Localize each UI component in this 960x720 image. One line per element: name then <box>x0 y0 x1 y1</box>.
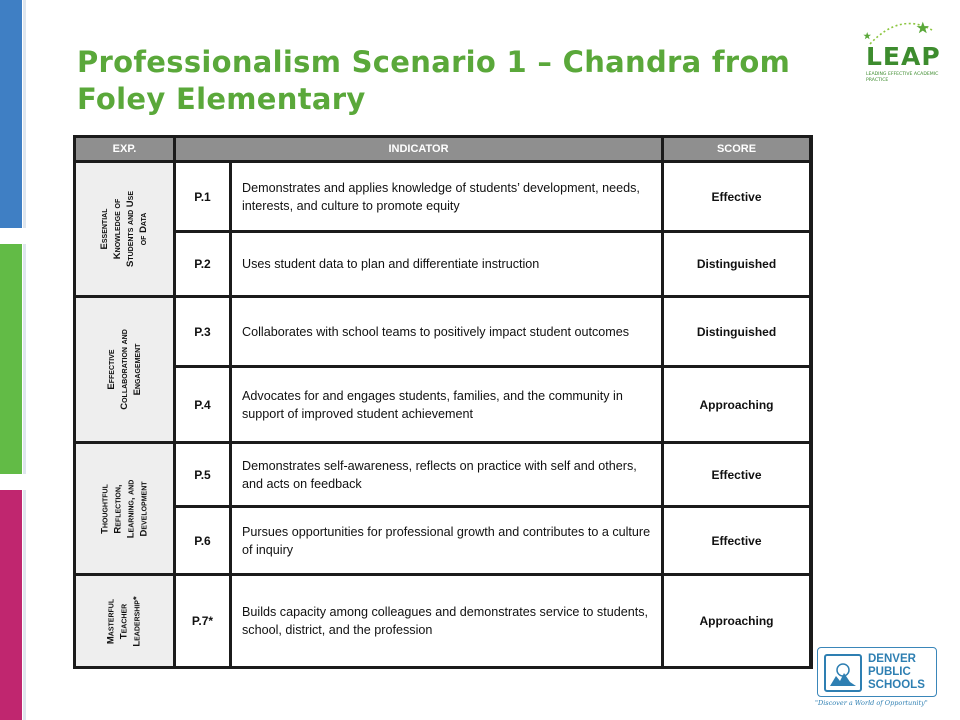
dps-logo-frame <box>817 647 937 697</box>
indicator-text: Demonstrates self-awareness, reflects on practice with self and others, and acts on feedback <box>232 444 661 505</box>
expectation-label <box>105 596 144 646</box>
expectation-label-line: Teacher <box>119 603 130 639</box>
score-value: Distinguished <box>664 233 809 295</box>
accent-bar-green <box>0 244 22 474</box>
dps-emblem-icon <box>824 654 862 692</box>
indicator-text: Pursues opportunities for professional growth and contributes to a culture of inquiry <box>232 508 661 573</box>
indicator-code: P.7* <box>176 576 229 666</box>
expectation-label-line: Learning, and <box>125 479 137 538</box>
leap-subtitle: LEADING EFFECTIVE ACADEMIC PRACTICE <box>866 72 939 83</box>
expectation-cell <box>76 298 173 441</box>
expectation-label <box>105 329 144 410</box>
expectation-label-line: Development <box>138 480 150 537</box>
expectation-cell <box>76 163 173 295</box>
expectation-label <box>99 479 151 538</box>
indicator-code: P.2 <box>176 233 229 295</box>
expectation-cell <box>76 576 173 666</box>
dps-word-2: PUBLIC <box>868 666 911 678</box>
indicator-code: P.5 <box>176 444 229 505</box>
accent-bar-blue <box>0 0 22 228</box>
expectation-label-line: of Data <box>138 212 150 246</box>
leap-wordmark: LEAP <box>866 42 941 71</box>
indicator-code: P.3 <box>176 298 229 365</box>
expectation-label-line: Leadership* <box>132 595 143 647</box>
professionalism-score-table <box>73 135 813 669</box>
dps-logo <box>815 645 945 713</box>
expectation-label-line: Masterful <box>106 598 117 644</box>
score-value: Effective <box>664 163 809 230</box>
indicator-text: Advocates for and engages students, families, and the community in support of improved student achievement <box>232 368 661 441</box>
expectation-label-line: Thoughtful <box>99 483 111 534</box>
header-indicator: INDICATOR <box>176 138 661 160</box>
leap-logo <box>862 18 940 88</box>
expectation-label <box>98 191 150 267</box>
expectation-label-line: Students and Use <box>125 190 137 268</box>
indicator-text: Collaborates with school teams to positively impact student outcomes <box>232 298 661 365</box>
dps-word-1: DENVER <box>868 653 916 665</box>
indicator-text: Demonstrates and applies knowledge of students’ development, needs, interests, and culture to promote equity <box>232 163 661 230</box>
dps-word-3: SCHOOLS <box>868 679 925 691</box>
indicator-code: P.6 <box>176 508 229 573</box>
dps-wordmark <box>868 653 925 692</box>
score-value: Effective <box>664 444 809 505</box>
indicator-code: P.4 <box>176 368 229 441</box>
expectation-label-line: Knowledge of <box>112 198 124 260</box>
score-value: Effective <box>664 508 809 573</box>
header-score: SCORE <box>664 138 809 160</box>
expectation-cell <box>76 444 173 573</box>
expectation-label-line: Reflection, <box>112 483 124 534</box>
indicator-text: Builds capacity among colleagues and demonstrates service to students, school, district, and the profession <box>232 576 661 666</box>
score-value: Approaching <box>664 368 809 441</box>
indicator-code: P.1 <box>176 163 229 230</box>
expectation-label-line: Engagement <box>132 343 143 396</box>
expectation-label-line: Collaboration and <box>119 329 130 410</box>
score-value: Approaching <box>664 576 809 666</box>
dps-tagline: "Discover a World of Opportunity" <box>815 699 928 707</box>
indicator-text: Uses student data to plan and differentiate instruction <box>232 233 661 295</box>
header-exp: EXP. <box>76 138 173 160</box>
score-value: Distinguished <box>664 298 809 365</box>
expectation-label-line: Effective <box>106 349 117 390</box>
expectation-label-line: Essential <box>99 208 111 250</box>
accent-bar-magenta <box>0 490 22 720</box>
slide-title: Professionalism Scenario 1 – Chandra from Foley Elementary <box>77 45 791 116</box>
